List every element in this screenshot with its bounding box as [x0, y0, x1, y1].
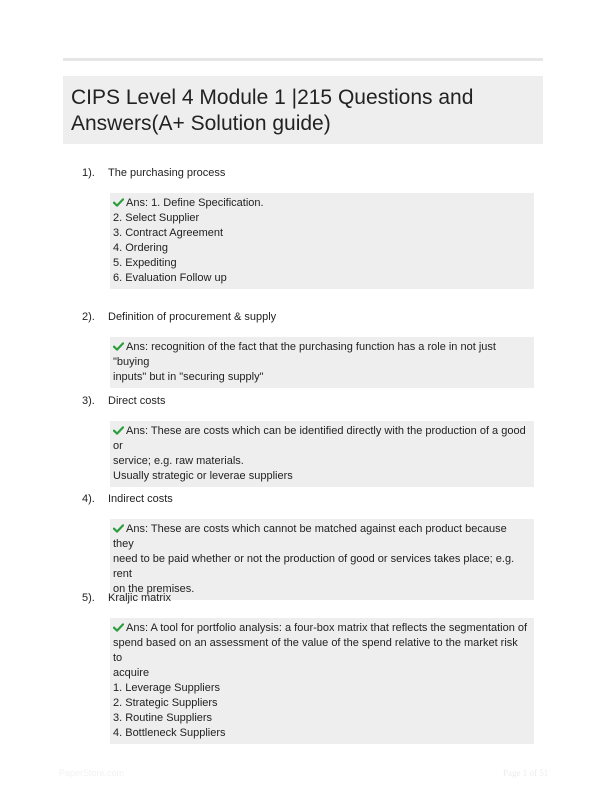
answer-box — [110, 337, 534, 388]
question-number: 4). — [82, 493, 95, 505]
answer-line: acquire — [113, 667, 150, 679]
check-icon — [113, 623, 124, 632]
answer-line: spend based on an assessment of the value of the spend relative to the market risk to — [113, 637, 521, 664]
answer-line: inputs" but in "securing supply" — [113, 371, 264, 383]
answer-line: 1. Leverage Suppliers — [113, 682, 221, 694]
answer-line: 2. Strategic Suppliers — [113, 697, 218, 709]
check-icon — [113, 524, 124, 533]
answer-box — [110, 193, 534, 289]
answer-line: 4. Ordering — [113, 242, 169, 254]
answer-line: Usually strategic or leverae suppliers — [113, 470, 293, 482]
answer-line: Ans: 1. Define Specification. — [113, 196, 530, 211]
answer-line: on the premises. — [113, 583, 195, 595]
answer-line: 2. Select Supplier — [113, 212, 200, 224]
question-number: 5). — [82, 592, 95, 604]
question-text: The purchasing process — [108, 167, 226, 179]
answer-line: need to be paid whether or not the production of good or services takes place; e.g. rent — [113, 553, 518, 580]
answer-line: 3. Routine Suppliers — [113, 712, 213, 724]
page-title: CIPS Level 4 Module 1 |215 Questions and Answers(A+ Solution guide) — [71, 86, 474, 135]
answer-line: 5. Expediting — [113, 257, 177, 269]
answer-line: 4. Bottleneck Suppliers — [113, 727, 226, 739]
question-number: 2). — [82, 311, 95, 323]
answer-line: Ans: recognition of the fact that the purchasing function has a role in not just "buying — [113, 341, 500, 368]
answer-line: 6. Evaluation Follow up — [113, 272, 227, 284]
question-text: Indirect costs — [108, 493, 173, 505]
answer-box — [110, 618, 534, 744]
question-text: Kraljic matrix — [108, 592, 171, 604]
question-number: 1). — [82, 167, 95, 179]
answer-line: Ans: These are costs which cannot be matched against each product because they — [113, 523, 510, 550]
answer-line: 3. Contract Agreement — [113, 227, 224, 239]
answer-box — [110, 421, 534, 487]
answer-line: Ans: A tool for portfolio analysis: a four-box matrix that reflects the segmentation of — [113, 621, 530, 636]
answer-box — [110, 519, 534, 600]
check-icon — [113, 342, 124, 351]
question-text: Definition of procurement & supply — [108, 311, 277, 323]
answer-line: Ans: These are costs which can be identified directly with the production of a good or — [113, 425, 529, 452]
question-number: 3). — [82, 395, 95, 407]
question-text: Direct costs — [108, 395, 166, 407]
answer-line: service; e.g. raw materials. — [113, 455, 244, 467]
check-icon — [113, 426, 124, 435]
top-divider — [63, 58, 543, 61]
title-banner — [63, 76, 543, 144]
footer-watermark: PaperStore.com — [59, 768, 125, 778]
page-number: Page 1 of 51 — [503, 768, 549, 778]
check-icon — [113, 198, 124, 207]
